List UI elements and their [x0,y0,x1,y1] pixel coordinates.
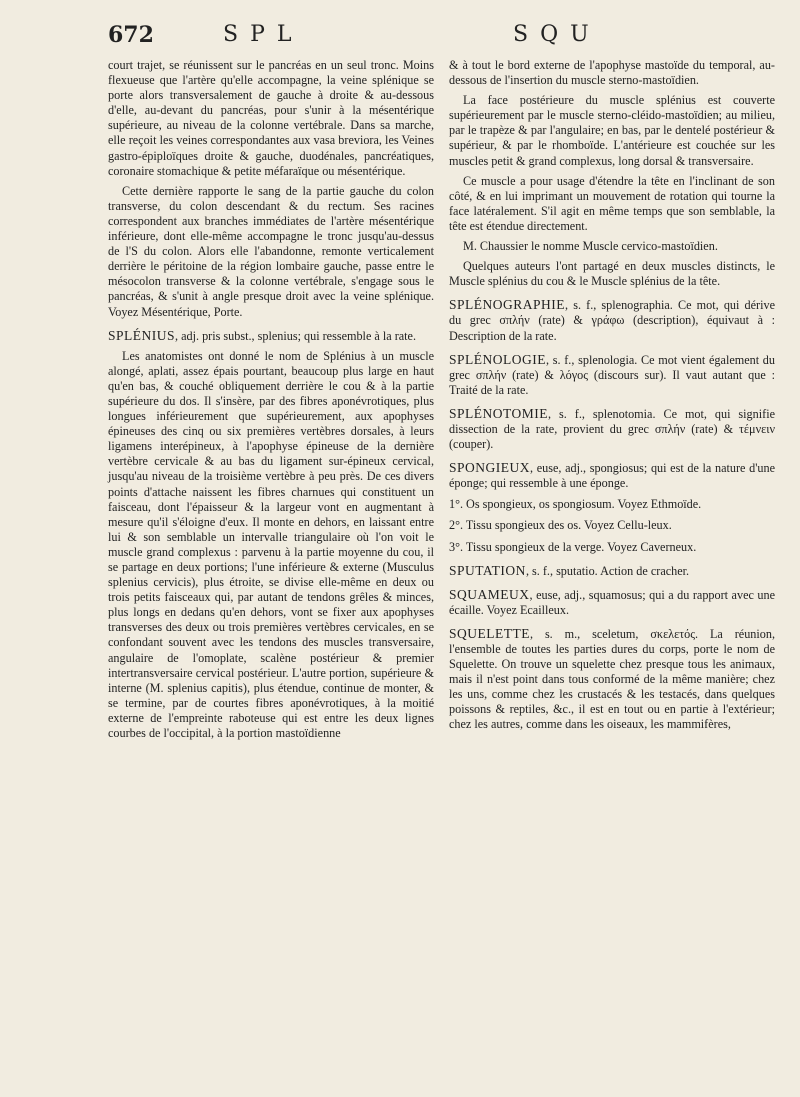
page-header [108,22,730,62]
page-number: 672 [108,22,154,48]
sub-entry: 2°. Tissu spongieux des os. Voyez Cellu-leux. [449,518,672,533]
entry-splenotomie [449,406,775,452]
left-column [108,58,434,746]
headword: SPLÉNOGRAPHIE [449,297,566,313]
entry-splenologie [449,352,775,398]
right-column [449,58,775,738]
paragraph: Quelques auteurs l'ont partagé en deux muscles distincts, le Muscle splénius du cou & le Muscle splénius de la tête. [449,259,775,289]
entry-splenographie [449,297,775,343]
sub-entry: 3°. Tissu spongieux de la verge. Voyez Caverneux. [449,539,697,554]
entry-sputation [449,563,775,579]
headword: SPONGIEUX [449,460,531,476]
running-head-right: SQU [513,22,601,47]
sub-entry: 1°. Os spongieux, os spongiosum. Voyez Ethmoïde. [449,497,702,512]
entry-text: , s. f., splenotomia. Ce mot, qui signifie dissection de la rate, provient du grec σπλήν (rate) & τέμνειν (couper). [449,406,775,452]
entry-text: , euse, adj., squamosus; qui a du rapport avec une écaille. Voyez Ecailleux. [449,587,775,617]
entry-spongieux [449,460,775,491]
paragraph: & à tout le bord externe de l'apophyse mastoïde du temporal, au-dessous de l'insertion du muscle sterno-mastoïdien. [449,58,775,88]
paragraph: Les anatomistes ont donné le nom de Splénius à un muscle alongé, aplati, assez épais pourtant, beaucoup plus large en haut qu'en bas, & couché obliquement derrière le cou & à la partie supérieure du dos. Il s'insère, par des fibres aponévrotiques, plus longues inférieurement que supérieurement, aux apophyses épineuses des cinq ou six premières vertèbres dorsales, à leurs ligamens interépineux, à l'apophyse épineuse de la dernière vertèbre cervicale & au bas du ligament sur-épineux cervical, jusqu'au niveau de la troisième vertèbre à peu près. De ces divers points d'attache naissent les fibres charnues qui constituent un faisceau, dont l'épaisseur & la largeur vont en augmentant à mesure qu'il s'éloigne d'eux. Il monte en dehors, en laissant entre lui & son semblable un intervalle triangulaire où l'on voit le muscle grand complexus : parvenu à la partie moyenne du cou, il se partage en deux portions; l'une inférieure & externe (Musculus splenius cervicis), plus étroite, se divise elle-même en deux ou trois petits faisceaux qui, par autant de tendons grêles & minces, plus longs en dedans qu'en dehors, vont se fixer aux apophyses transverses des deux ou trois premières vertèbres cervicales, en se confondant souvent avec les tendons des muscles transversaire, angulaire de l'omoplate, scalène postérieur & premier intertransversaire cervical postérieur. L'autre portion, supérieure & interne (M. splenius capitis), plus étendue, continue de monter, & se termine, par de courtes fibres aponévrotiques, à la moitié externe de l'empreinte raboteuse qui est entre les deux lignes courbes de l'occipital, à la portion mastoïdienne [108,348,434,741]
paragraph: La face postérieure du muscle splénius est couverte supérieurement par le muscle sterno-cléido-mastoïdien; au milieu, par le trapèze & par l'angulaire; en bas, par le dentelé postérieur & supérieur, & par le rhomboïde. L'antérieure est couchée sur les muscles petit & grand complexus, long dorsal & transversaire. [449,93,775,168]
entry-splenius [108,328,434,344]
paragraph: Ce muscle a pour usage d'étendre la tête en l'inclinant de son côté, & en lui imprimant un mouvement de rotation qui tourne la face latéralement. S'il agit en même temps que son semblable, la tête est étendue directement. [449,173,775,233]
headword: SQUELETTE [449,625,530,641]
paragraph: Cette dernière rapporte le sang de la partie gauche du colon transverse, du colon descendant & du rectum. Ses racines correspondent aux branches immédiates de l'artère mésentérique inférieure, dont elle-même accompagne le tronc jusqu'au-dessus de l'S du colon. Alors elle l'abandonne, remonte verticalement derrière le péritoine de la région lombaire gauche, passe entre le mésocolon transverse & la colonne vertébrale, s'engage sous le pancréas, & s'unit à angle presque droit avec la veine splénique. Voyez Mésentérique, Porte. [108,183,434,319]
headword: SPLÉNOTOMIE [449,405,549,421]
paragraph: court trajet, se réunissent sur le pancréas en un seul tronc. Moins flexueuse que l'artère qu'elle accompagne, la veine splénique se porte alors transversalement de gauche à droite & au-dessous d'elle, au-devant du pancréas, pour s'unir à la mésentérique supérieure, au niveau de la colonne vertébrale. Dans sa marche, elle reçoit les veines correspondantes aux vasa breviora, les Veines gastro-épiploïques droite & gauche, duodénales, pancréatiques, coronaire stomachique & petite méfaraïque ou mésentérique. [108,58,434,178]
headword: SPLÉNIUS [108,327,176,343]
entry-lead: , adj. pris subst., splenius; qui ressemble à la rate. [175,328,417,343]
headword: SPUTATION [449,562,526,578]
running-head-left: SPL [223,22,304,47]
entry-squelette [449,626,775,733]
headword: SPLÉNOLOGIE [449,351,546,367]
entry-text: , s. m., sceletum, σκελετός. La réunion, l'ensemble de toutes les parties dures du corps, porte le nom de Squelette. On trouve un squelette chez presque tous les animaux, mais il n'est point dans tous conformé de la même manière; chez les uns, comme chez les crustacés & les testacés, dans quelques poissons & reptiles, &c., il est en tout ou en partie à l'extérieur; chez les autres, comme dans les oiseaux, les mammifères, [449,626,775,732]
headword: SQUAMEUX [449,586,530,602]
entry-text: , s. f., splenographia. Ce mot, qui dérive du grec σπλήν (rate) & γράφω (description), équivaut à : Description de la rate. [449,298,775,343]
entry-text: , s. f., sputatio. Action de cracher. [525,563,690,578]
entry-squameux [449,587,775,618]
entry-text: , s. f., splenologia. Ce mot vient également du grec σπλήν (rate) & λόγος (discours sur). Il vaut autant que : Traité de la rate. [449,352,775,397]
entry-text: , euse, adj., spongiosus; qui est de la nature d'une éponge; qui ressemble à une éponge. [449,461,775,491]
paragraph: M. Chaussier le nomme Muscle cervico-mastoïdien. [463,239,718,254]
